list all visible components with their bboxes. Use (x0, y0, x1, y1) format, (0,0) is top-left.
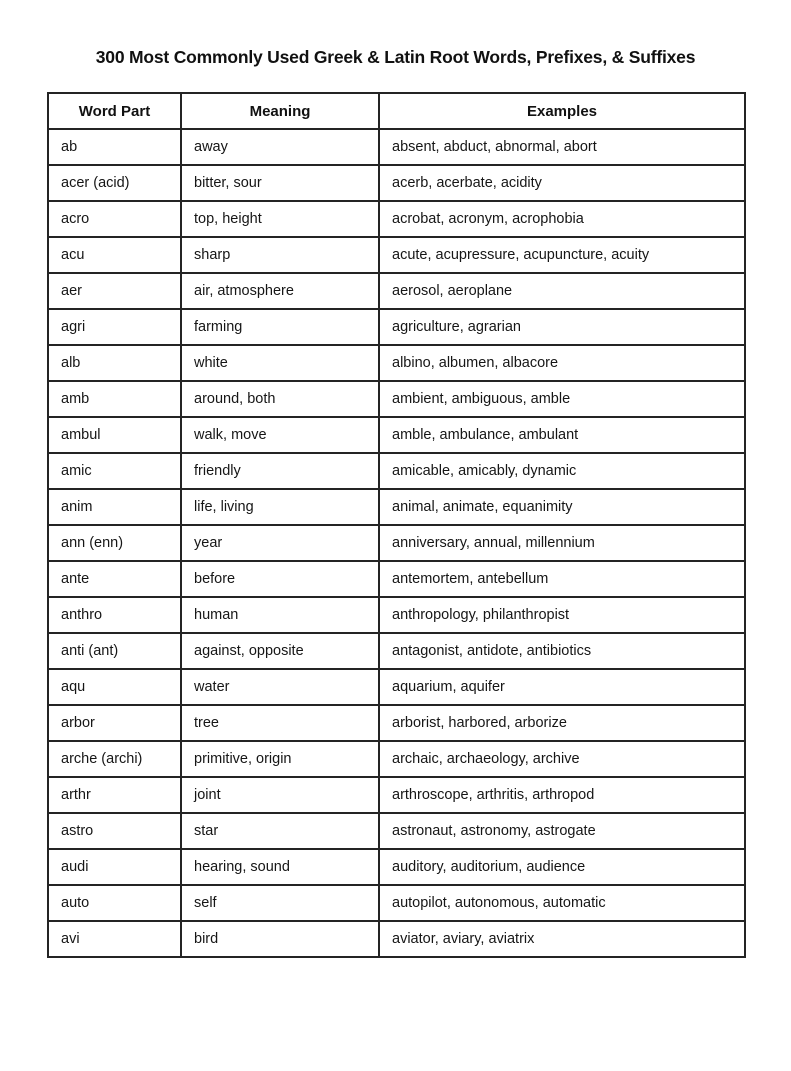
word-part-cell: acu (48, 237, 181, 273)
word-part-cell: anthro (48, 597, 181, 633)
table-row (48, 489, 745, 525)
word-part-cell: anim (48, 489, 181, 525)
meaning-cell: primitive, origin (181, 741, 379, 777)
table-body (48, 129, 745, 957)
meaning-cell: self (181, 885, 379, 921)
word-part-cell: agri (48, 309, 181, 345)
column-header-meaning: Meaning (181, 93, 379, 129)
examples-cell: anthropology, philanthropist (379, 597, 745, 633)
document-page (0, 47, 791, 1071)
examples-cell: aquarium, aquifer (379, 669, 745, 705)
word-part-cell: astro (48, 813, 181, 849)
meaning-cell: farming (181, 309, 379, 345)
meaning-cell: away (181, 129, 379, 165)
meaning-cell: water (181, 669, 379, 705)
meaning-cell: life, living (181, 489, 379, 525)
word-part-cell: amic (48, 453, 181, 489)
word-part-cell: ambul (48, 417, 181, 453)
meaning-cell: walk, move (181, 417, 379, 453)
word-part-cell: arbor (48, 705, 181, 741)
table-row (48, 705, 745, 741)
meaning-cell: year (181, 525, 379, 561)
meaning-cell: around, both (181, 381, 379, 417)
examples-cell: archaic, archaeology, archive (379, 741, 745, 777)
word-part-cell: auto (48, 885, 181, 921)
examples-cell: aerosol, aeroplane (379, 273, 745, 309)
table-row (48, 885, 745, 921)
word-part-cell: acro (48, 201, 181, 237)
table-row (48, 201, 745, 237)
root-words-table (47, 92, 746, 958)
examples-cell: acute, acupressure, acupuncture, acuity (379, 237, 745, 273)
table-row (48, 273, 745, 309)
table-row (48, 417, 745, 453)
table-row (48, 633, 745, 669)
table-header-row (48, 93, 745, 129)
meaning-cell: human (181, 597, 379, 633)
table-row (48, 777, 745, 813)
examples-cell: albino, albumen, albacore (379, 345, 745, 381)
meaning-cell: against, opposite (181, 633, 379, 669)
examples-cell: amble, ambulance, ambulant (379, 417, 745, 453)
word-part-cell: arthr (48, 777, 181, 813)
page-title: 300 Most Commonly Used Greek & Latin Root Words, Prefixes, & Suffixes (95, 47, 696, 67)
table-row (48, 921, 745, 957)
examples-cell: amicable, amicably, dynamic (379, 453, 745, 489)
meaning-cell: star (181, 813, 379, 849)
meaning-cell: air, atmosphere (181, 273, 379, 309)
examples-cell: aviator, aviary, aviatrix (379, 921, 745, 957)
table-row (48, 129, 745, 165)
word-part-cell: ante (48, 561, 181, 597)
table-row (48, 849, 745, 885)
column-header-examples: Examples (379, 93, 745, 129)
word-part-cell: anti (ant) (48, 633, 181, 669)
table-row (48, 453, 745, 489)
examples-cell: acerb, acerbate, acidity (379, 165, 745, 201)
table-row (48, 561, 745, 597)
examples-cell: animal, animate, equanimity (379, 489, 745, 525)
examples-cell: antemortem, antebellum (379, 561, 745, 597)
meaning-cell: hearing, sound (181, 849, 379, 885)
examples-cell: auditory, auditorium, audience (379, 849, 745, 885)
table-row (48, 597, 745, 633)
table-row (48, 381, 745, 417)
examples-cell: acrobat, acronym, acrophobia (379, 201, 745, 237)
table-row (48, 165, 745, 201)
word-part-cell: avi (48, 921, 181, 957)
table-row (48, 525, 745, 561)
examples-cell: autopilot, autonomous, automatic (379, 885, 745, 921)
word-part-cell: arche (archi) (48, 741, 181, 777)
word-part-cell: amb (48, 381, 181, 417)
word-part-cell: alb (48, 345, 181, 381)
table-row (48, 237, 745, 273)
examples-cell: absent, abduct, abnormal, abort (379, 129, 745, 165)
meaning-cell: friendly (181, 453, 379, 489)
table-row (48, 741, 745, 777)
examples-cell: agriculture, agrarian (379, 309, 745, 345)
meaning-cell: top, height (181, 201, 379, 237)
examples-cell: antagonist, antidote, antibiotics (379, 633, 745, 669)
table-row (48, 309, 745, 345)
word-part-cell: aqu (48, 669, 181, 705)
examples-cell: astronaut, astronomy, astrogate (379, 813, 745, 849)
examples-cell: ambient, ambiguous, amble (379, 381, 745, 417)
table-row (48, 813, 745, 849)
examples-cell: arthroscope, arthritis, arthropod (379, 777, 745, 813)
meaning-cell: before (181, 561, 379, 597)
meaning-cell: bird (181, 921, 379, 957)
table-row (48, 669, 745, 705)
meaning-cell: tree (181, 705, 379, 741)
examples-cell: arborist, harbored, arborize (379, 705, 745, 741)
meaning-cell: white (181, 345, 379, 381)
meaning-cell: bitter, sour (181, 165, 379, 201)
word-part-cell: audi (48, 849, 181, 885)
word-part-cell: ab (48, 129, 181, 165)
meaning-cell: sharp (181, 237, 379, 273)
examples-cell: anniversary, annual, millennium (379, 525, 745, 561)
column-header-word-part: Word Part (48, 93, 181, 129)
meaning-cell: joint (181, 777, 379, 813)
word-part-cell: ann (enn) (48, 525, 181, 561)
word-part-cell: acer (acid) (48, 165, 181, 201)
word-part-cell: aer (48, 273, 181, 309)
table-row (48, 345, 745, 381)
